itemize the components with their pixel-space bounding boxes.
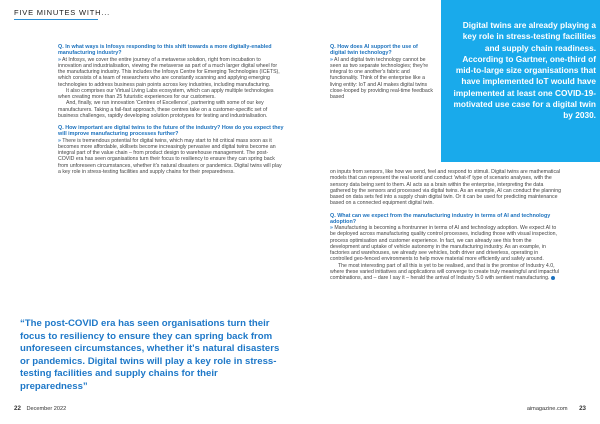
answer-1-p2: It also comprises our Virtual Living Labs ecosystem, which can apply multiple technologies when creating more than 25 futuristic experiences for our customers. [58,87,274,101]
question-4: Q. What can we expect from the manufacturing industry in terms of AI and technology adoption? [330,212,551,225]
footer-site: aimagazine.com [526,406,568,412]
callout-box [441,0,600,162]
section-rule [14,19,98,20]
answer-3-wide: on inputs from sensors, like how we send, feel and respond to stimuli. Digital twins are mathematical models that can represent the real world and conduct 'what-if' type of scenario analyses, with the sensory data being sent to them. AI acts as a brain within the enterprise, interpreting the data gathered by the sensors and processed via digital twins. As an example, AI can conduct the planning based on data sets fed into a supply chain digital twin. Or it can be used for predicting maintenance based on a connected equipment digital twin. [330,169,561,207]
column-right-wide [330,169,562,281]
footer-left [14,405,66,412]
column-right-narrow [330,44,434,100]
answer-3-narrow: » AI and digital twin technology cannot be seen as two separate technologies; they're integral to one another's fabric and functionality. Think of the enterprise like a living entity: IoT and AI makes digital twins close-looped by providing real-time feedback based [330,56,433,101]
page-number-left: 22 [14,405,21,412]
answer-4-p1: » Manufacturing is becoming a frontrunner in terms of AI and technology adoption. We expect AI to be deployed across manufacturing quality control processes, including those with visual inspection, process optimisation and customer experience. In fact, we can already see this from the development and uptake of vehicle autonomy in the manufacturing industry. As an example, in factories and warehouses, we already see vehicles, both driver and driverless, operating in controlled geo-fenced environments to help move material more efficiently and safely around. [330,225,557,263]
double-chevron-icon: » [330,56,333,63]
footer-right [527,405,586,412]
pull-quote: “The post-COVID era has seen organisations turn their focus to resiliency to ensure they can spring back from unforeseen circumstances, whether it's natural disasters or pandemics. Digital twins will play a key role in stress-testing facilities and supply chains for their preparedness” [20,318,280,392]
question-2: Q. How important are digital twins to the future of the industry? How do you expect they will improve manufacturing processes further? [58,125,284,138]
answer-4-p2: The most interesting part of all this is yet to be realised, and that is the promise of Industry 4.0, where these varied initiatives and applications will converge to create truly meaningful and impactful combinations, and – dare I say it – herald the arrival of Industry 5.0 with sentient manufacturing. [330,262,559,282]
end-of-article-icon [551,276,555,280]
question-3: Q. How does AI support the use of digital twin technology? [330,44,418,57]
question-1: Q. In what ways is Infosys responding to this shift towards a more digitally-enabled manufacturing industry? [58,44,272,57]
column-left [58,44,284,175]
answer-2-p1: » There is tremendous potential for digital twins, which may start to hit critical mass soon as it becomes more affordable, skillsets become increasingly pervasive and digital twins become an integral part of the value chain – from product design to warehouse management. The post-COVID era has seen organisations turn their focus to resiliency to ensure they can spring back from unforeseen circumstances, whether it's natural disasters or pandemics. Digital twins will play a key role in stress-testing facilities and supply chains for their preparedness. [58,137,282,175]
double-chevron-icon: » [330,225,333,232]
answer-1-p1: » At Infosys, we cover the entire journey of a metaverse solution, right from incubation to innovation and industrialisation, viewing the metaverse as part of a much larger digital wheel for the manufacturing industry. This includes the Infosys Centre for Emerging Technologies (ICETS), which consists of a team of researchers who are constantly scanning and applying emerging technologies to address business pain points across key industries, including manufacturing. [58,56,280,88]
double-chevron-icon: » [58,56,61,63]
page-number-right: 23 [579,405,586,412]
callout-text: Digital twins are already playing a key role in stress-testing facilities and supply chain readiness. According to Gartner, one-third of mid-to-large size organisations that have implemented IoT would have implemented at least one COVID-19-motivated use case for a digital twin by 2030. [453,20,596,121]
answer-1-p3: And, finally, we run innovation 'Centres of Excellence', partnering with some of our key manufacturers. Taking a fail-fast approach, these centres take on a customer-specific set of business challenges, rapidly developing solution prototypes for testing and industrialisation. [58,100,268,119]
double-chevron-icon: » [58,137,61,144]
section-label: FIVE MINUTES WITH... [14,8,110,17]
footer-date: December 2022 [26,406,67,412]
